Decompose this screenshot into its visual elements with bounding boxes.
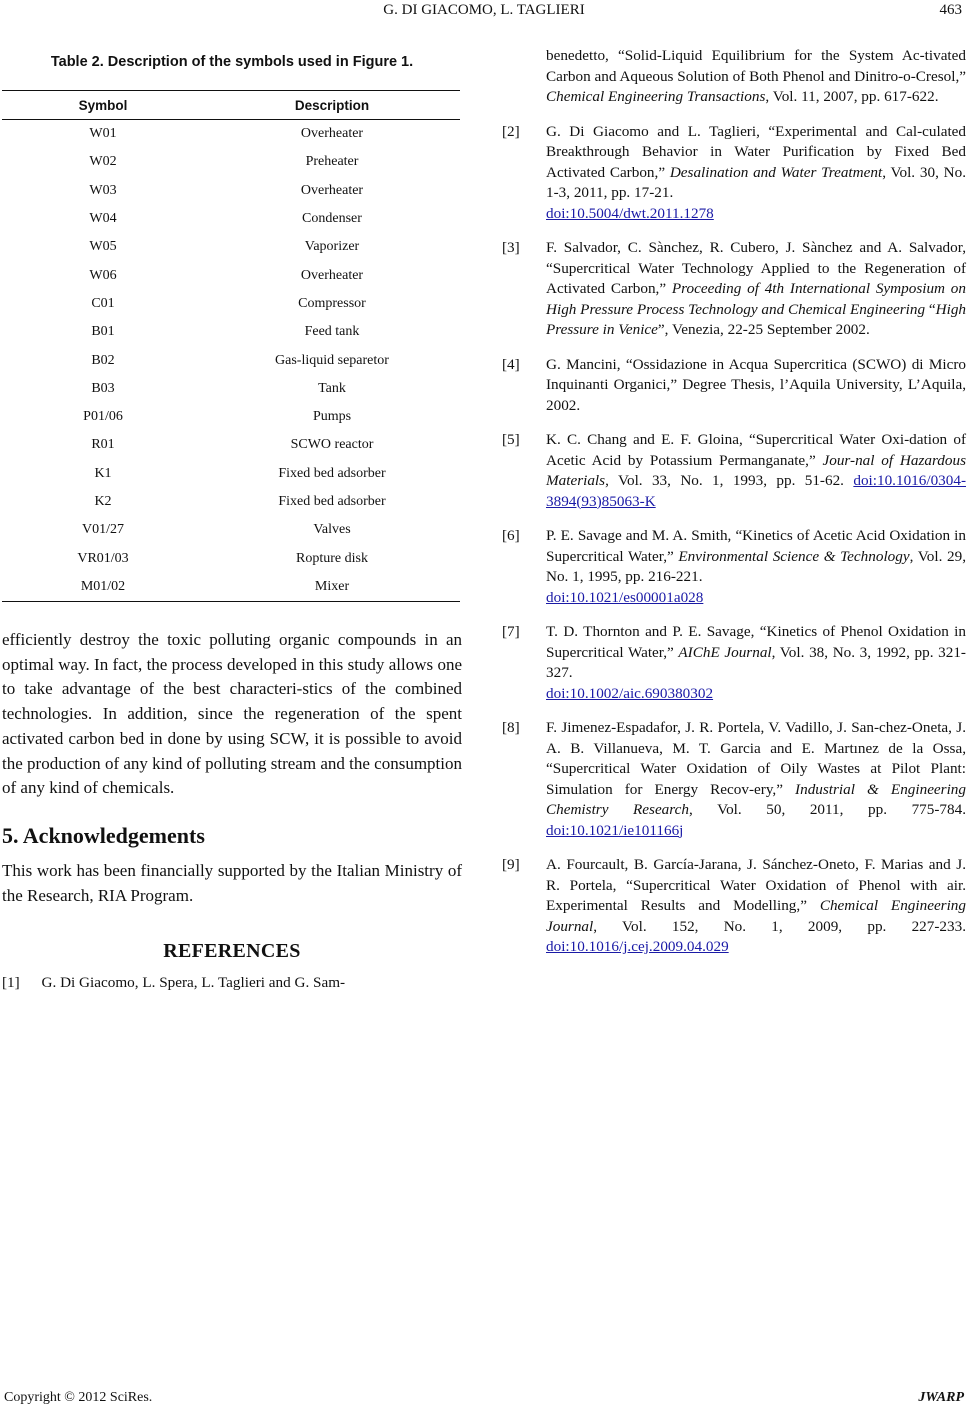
column-header-symbol: Symbol <box>2 91 204 120</box>
doi-link[interactable]: doi:10.5004/dwt.2011.1278 <box>546 204 714 222</box>
reference-text: , Vol. 30, No. 1-3, 2011, pp. 17-21. <box>546 163 967 201</box>
description-cell: Mixer <box>204 573 460 602</box>
symbol-cell: W05 <box>89 239 117 255</box>
table-row <box>2 573 460 602</box>
reference-5 <box>502 430 966 512</box>
table-row <box>2 233 460 261</box>
copyright-text: Copyright © 2012 SciRes. <box>4 1390 153 1405</box>
reference-text: G. Di Giacomo, L. Spera, L. Taglieri and G. Sam- <box>41 974 346 992</box>
symbol-cell: C01 <box>91 295 115 311</box>
reference-text: A. Fourcault, B. García-Jarana, J. Sánchez-Oneto, F. Marias and J. R. Portela, “Supercritical Water Oxidation of Phenol with air. Experimental Results and Modelling,” <box>546 856 966 914</box>
reference-8 <box>502 718 966 841</box>
table-row <box>2 261 460 289</box>
reference-text: , Vol. 152, No. 1, 2009, pp. 227-233. <box>593 917 966 935</box>
reference-number: [4] <box>502 355 520 373</box>
table-row <box>2 403 460 431</box>
reference-7 <box>502 622 966 704</box>
reference-journal: Environmental Science & Technology <box>678 547 910 565</box>
table-row <box>2 460 460 488</box>
reference-4 <box>502 355 966 417</box>
table-row <box>2 431 460 459</box>
page-footer <box>0 1390 968 1410</box>
reference-journal: Chemical Engineering Journal <box>546 897 966 935</box>
reference-number: [9] <box>502 856 520 873</box>
reference-text: P. E. Savage and M. A. Smith, “Kinetics of Acetic Acid Oxidation in Supercritical Water,” <box>546 527 966 565</box>
reference-text: , Vol. 33, No. 1, 1993, pp. 51-62. <box>605 472 854 489</box>
reference-1-start <box>2 973 462 994</box>
reference-number: [2] <box>502 122 520 140</box>
reference-text: , Vol. 29, No. 1, 1995, pp. 216-221. <box>546 547 966 585</box>
symbol-cell: B02 <box>91 352 115 368</box>
table-row <box>2 205 460 233</box>
symbols-table <box>2 90 460 602</box>
description-cell: Overheater <box>300 182 364 198</box>
journal-abbreviation: JWARP <box>918 1390 964 1405</box>
reference-text: T. D. Thornton and P. E. Savage, “Kinetics of Phenol Oxidation in Supercritical Water,” <box>546 623 966 661</box>
reference-number: [7] <box>502 623 520 640</box>
page-header <box>0 2 968 22</box>
doi-link[interactable]: doi:10.1016/j.cej.2009.04.029 <box>546 938 729 955</box>
reference-number: [5] <box>502 431 520 448</box>
reference-journal: Industrial & Engineering Chemistry Research <box>546 780 966 818</box>
description-cell: Overheater <box>300 267 364 283</box>
table-row <box>2 488 460 516</box>
table-row <box>2 516 460 544</box>
reference-2 <box>502 122 966 225</box>
reference-text: K. C. Chang and E. F. Gloina, “Supercritical Water Oxi-dation of Acetic Acid by Potassium Permanganate,” <box>546 431 966 469</box>
symbol-cell: M01/02 <box>2 573 204 602</box>
right-column <box>502 46 966 972</box>
reference-journal: Jour-nal of Hazardous Materials <box>546 451 966 489</box>
symbol-cell: P01/06 <box>83 409 123 425</box>
description-cell: SCWO reactor <box>290 437 374 453</box>
table-row <box>2 375 460 403</box>
reference-journal: High Pressure in Venice <box>546 300 966 338</box>
description-cell: Preheater <box>305 154 359 170</box>
reference-text: ”, Venezia, 22-25 September 2002. <box>657 321 870 338</box>
reference-journal: AIChE Journal <box>678 643 772 661</box>
reference-text: “ <box>925 300 936 318</box>
reference-text: , Vol. 38, No. 3, 1992, pp. 321-327. <box>546 643 966 681</box>
symbol-cell: W03 <box>89 182 117 198</box>
reference-journal: Chemical Engineering Transactions <box>546 88 766 105</box>
section-heading-acknowledgements: 5. Acknowledgements <box>2 822 205 848</box>
table-row <box>2 544 460 572</box>
symbol-cell: W04 <box>89 211 117 227</box>
table-body <box>2 120 460 602</box>
description-cell: Valves <box>313 522 351 538</box>
description-cell: Tank <box>318 380 346 396</box>
symbol-cell: K2 <box>94 494 112 509</box>
acknowledgements-text: This work has been financially supported by the Italian Ministry of the Research, RIA Program. <box>2 860 462 905</box>
symbol-cell: R01 <box>91 437 115 453</box>
reference-text: F. Jimenez-Espadafor, J. R. Portela, V. Vadillo, J. San-chez-Oneta, J. A. B. Villanueva, M. T. Garcia and E. Martınez de la Ossa, “Supercritical Water Oxidation of Oily Wastes at Pilot Plant: Simulation for Energy Recov-ery,” <box>546 719 966 798</box>
doi-link[interactable]: doi:10.1021/ie101166j <box>546 821 684 839</box>
description-cell: Condenser <box>302 211 362 227</box>
table-row <box>2 148 460 176</box>
doi-link[interactable]: doi:10.1021/es00001a028 <box>546 588 704 606</box>
reference-journal: Desalination and Water Treatment <box>669 163 883 181</box>
description-cell: Feed tank <box>304 324 360 340</box>
reference-text: F. Salvador, C. Sànchez, R. Cubero, J. Sànchez and A. Salvador, “Supercritical Water Technology Applied to the Regeneration of Activated Carbon,” <box>546 239 966 297</box>
symbol-cell: W01 <box>89 126 117 142</box>
symbol-cell: W06 <box>89 267 117 283</box>
left-column <box>2 54 462 994</box>
description-cell: Fixed bed adsorber <box>278 494 386 509</box>
reference-text: G. Di Giacomo and L. Taglieri, “Experimental and Cal-culated Breakthrough Behavior in Water Purification by Fixed Bed Activated Carbon,” <box>546 122 966 181</box>
symbol-cell: B01 <box>91 324 115 340</box>
doi-link[interactable]: doi:10.1002/aic.690380302 <box>546 684 714 702</box>
symbol-cell: V01/27 <box>82 522 124 538</box>
reference-text: G. Mancini, “Ossidazione in Acqua Supercritica (SCWO) di Micro Inquinanti Organici,” Degree Thesis, l’Aquila University, L’Aquila, 2002. <box>546 355 966 414</box>
running-head-authors: G. DI GIACOMO, L. TAGLIERI <box>383 2 585 18</box>
symbol-cell: B03 <box>91 380 115 396</box>
doi-link[interactable]: doi:10.1016/0304-3894(93)85063-K <box>546 472 966 510</box>
reference-text: , Vol. 11, 2007, pp. 617-622. <box>765 88 939 105</box>
reference-9 <box>502 855 966 958</box>
reference-number: [1] <box>2 974 20 992</box>
symbol-cell: K1 <box>94 465 112 481</box>
reference-text: , Vol. 50, 2011, pp. 775-784. <box>688 801 966 818</box>
table-row <box>2 318 460 346</box>
references-heading: REFERENCES <box>163 940 301 963</box>
description-cell: Compressor <box>298 295 366 311</box>
table-row <box>2 346 460 374</box>
description-cell: Overheater <box>300 126 364 142</box>
reference-journal: Proceeding of 4th International Symposium on High Pressure Process Technology and Chemical Engineering <box>546 280 966 318</box>
table-caption: Table 2. Description of the symbols used in Figure 1. <box>50 54 414 70</box>
description-cell: Gas-liquid separetor <box>275 352 389 368</box>
reference-number: [3] <box>502 239 520 256</box>
description-cell: Pumps <box>312 409 352 425</box>
description-cell: Vaporizer <box>304 239 360 255</box>
description-cell: Fixed bed adsorber <box>278 465 386 481</box>
reference-number: [8] <box>502 719 520 736</box>
page-number: 463 <box>939 2 962 18</box>
body-paragraph: efficiently destroy the toxic polluting organic compounds in an optimal way. In fact, the process developed in this study allows one to take advantage of the best characteri-stics of the combined technologies. In addition, since the regeneration of the spent activated carbon bed in done by using SCW, it is possible to avoid the production of any kind of polluting stream and the consumption of any kind of chemicals. <box>2 630 462 798</box>
table-row <box>2 290 460 318</box>
symbol-cell: VR01/03 <box>77 550 129 566</box>
column-header-description: Description <box>204 91 460 120</box>
reference-6 <box>502 526 966 608</box>
table-row <box>2 120 460 149</box>
reference-text: benedetto, “Solid-Liquid Equilibrium for the System Ac-tivated Carbon and Aqueous Solution of Both Phenol and Dinitro-o-Cresol,” <box>546 47 966 85</box>
reference-number: [6] <box>502 527 520 544</box>
description-cell: Ropture disk <box>296 550 368 566</box>
reference-1-continued <box>546 46 966 108</box>
reference-3 <box>502 238 966 341</box>
symbol-cell: W02 <box>89 154 117 170</box>
table-row <box>2 177 460 205</box>
